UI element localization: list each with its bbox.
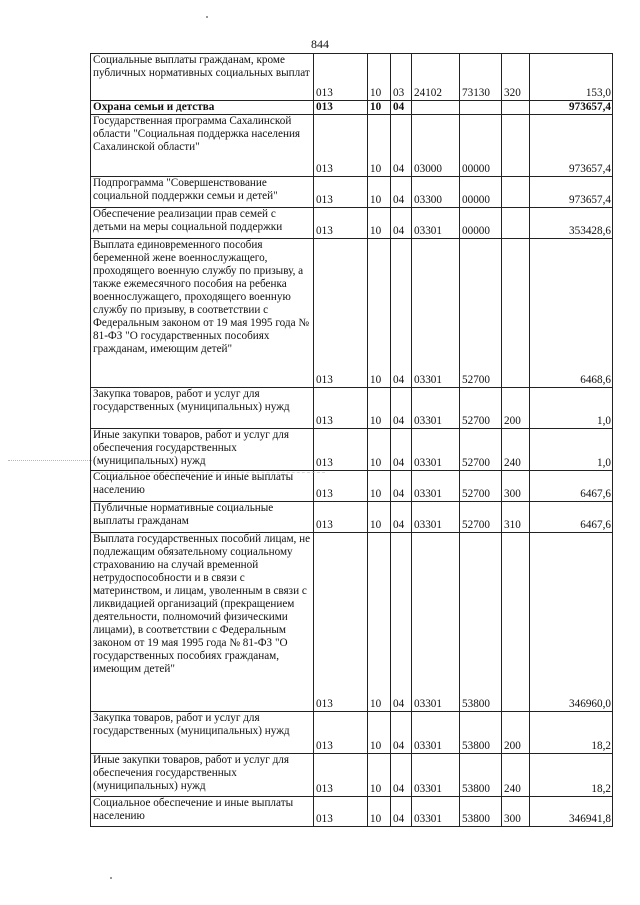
row-name: Закупка товаров, работ и услуг для государственных (муниципальных) нужд bbox=[91, 388, 314, 429]
row-amount: 973657,4 bbox=[530, 115, 613, 177]
row-subsection: 04 bbox=[391, 239, 412, 388]
row-subsection: 04 bbox=[391, 754, 412, 797]
row-target-article-2: 00000 bbox=[460, 177, 502, 208]
row-target-article-1: 03300 bbox=[412, 177, 460, 208]
row-subsection: 04 bbox=[391, 471, 412, 502]
row-amount: 6467,6 bbox=[530, 471, 613, 502]
table-body bbox=[91, 54, 613, 827]
row-subsection: 04 bbox=[391, 797, 412, 827]
row-section: 10 bbox=[368, 101, 391, 115]
row-expense-type: 240 bbox=[502, 754, 530, 797]
row-ved-code: 013 bbox=[314, 177, 368, 208]
row-ved-code: 013 bbox=[314, 101, 368, 115]
row-ved-code: 013 bbox=[314, 208, 368, 239]
row-section: 10 bbox=[368, 797, 391, 827]
row-name: Иные закупки товаров, работ и услуг для обеспечения государственных (муниципальных) нужд bbox=[91, 754, 314, 797]
row-subsection: 04 bbox=[391, 208, 412, 239]
row-expense-type: 320 bbox=[502, 54, 530, 101]
row-expense-type: 200 bbox=[502, 388, 530, 429]
table-row bbox=[91, 754, 613, 797]
row-subsection: 03 bbox=[391, 54, 412, 101]
scan-speck bbox=[206, 16, 208, 18]
table-row bbox=[91, 388, 613, 429]
row-target-article-1: 03301 bbox=[412, 471, 460, 502]
row-expense-type bbox=[502, 208, 530, 239]
row-name: Выплата единовременного пособия беременной жене военнослужащего, проходящего военную службу по призыву, а также ежемесячного пособия на ребенка военнослужащего, проходящего военную службу по призыву, в соответствии с Федеральным законом от 19 мая 1995 года № 81-ФЗ "О государственных пособиях гражданам, имеющим детей" bbox=[91, 239, 314, 388]
row-amount: 153,0 bbox=[530, 54, 613, 101]
row-expense-type: 300 bbox=[502, 471, 530, 502]
page-number: 844 bbox=[311, 37, 329, 51]
row-target-article-1 bbox=[412, 101, 460, 115]
row-expense-type: 310 bbox=[502, 502, 530, 533]
row-section: 10 bbox=[368, 239, 391, 388]
row-amount: 18,2 bbox=[530, 754, 613, 797]
row-target-article-2: 52700 bbox=[460, 471, 502, 502]
row-target-article-2: 53800 bbox=[460, 754, 502, 797]
row-target-article-1: 03301 bbox=[412, 502, 460, 533]
row-amount: 6467,6 bbox=[530, 502, 613, 533]
row-name: Выплата государственных пособий лицам, не подлежащим обязательному социальному страхованию на случай временной нетрудоспособности и в связи с материнством, и лицам, уволенным в связи с ликвидацией организаций (прекращением деятельности, полномочий физическими лицами), в соответствии с Федеральным законом от 19 мая 1995 года № 81-ФЗ "О государственных пособиях гражданам, имеющим детей" bbox=[91, 533, 314, 712]
table-row bbox=[91, 712, 613, 754]
row-section: 10 bbox=[368, 115, 391, 177]
row-section: 10 bbox=[368, 533, 391, 712]
row-ved-code: 013 bbox=[314, 712, 368, 754]
row-amount: 1,0 bbox=[530, 388, 613, 429]
row-name: Социальные выплаты гражданам, кроме публичных нормативных социальных выплат bbox=[91, 54, 314, 101]
row-ved-code: 013 bbox=[314, 533, 368, 712]
table-row bbox=[91, 502, 613, 533]
scan-speck bbox=[110, 877, 112, 879]
row-name: Государственная программа Сахалинской области "Социальная поддержка населения Сахалинской области" bbox=[91, 115, 314, 177]
table-row bbox=[91, 429, 613, 471]
scan-artifact bbox=[8, 460, 92, 463]
row-subsection: 04 bbox=[391, 177, 412, 208]
row-subsection: 04 bbox=[391, 712, 412, 754]
row-ved-code: 013 bbox=[314, 54, 368, 101]
row-amount: 973657,4 bbox=[530, 101, 613, 115]
row-expense-type bbox=[502, 239, 530, 388]
row-section: 10 bbox=[368, 754, 391, 797]
row-subsection: 04 bbox=[391, 115, 412, 177]
row-ved-code: 013 bbox=[314, 471, 368, 502]
row-ved-code: 013 bbox=[314, 502, 368, 533]
row-amount: 1,0 bbox=[530, 429, 613, 471]
row-name: Закупка товаров, работ и услуг для государственных (муниципальных) нужд bbox=[91, 712, 314, 754]
row-section: 10 bbox=[368, 429, 391, 471]
row-section: 10 bbox=[368, 177, 391, 208]
row-target-article-2: 53800 bbox=[460, 533, 502, 712]
row-subsection: 04 bbox=[391, 533, 412, 712]
row-target-article-1: 03301 bbox=[412, 797, 460, 827]
row-ved-code: 013 bbox=[314, 754, 368, 797]
row-name: Публичные нормативные социальные выплаты гражданам bbox=[91, 502, 314, 533]
row-target-article-2: 53800 bbox=[460, 797, 502, 827]
table-row bbox=[91, 101, 613, 115]
row-section: 10 bbox=[368, 712, 391, 754]
row-expense-type bbox=[502, 177, 530, 208]
table-row bbox=[91, 208, 613, 239]
row-amount: 346941,8 bbox=[530, 797, 613, 827]
row-target-article-2: 00000 bbox=[460, 115, 502, 177]
row-target-article-1: 03301 bbox=[412, 388, 460, 429]
row-subsection: 04 bbox=[391, 502, 412, 533]
row-amount: 353428,6 bbox=[530, 208, 613, 239]
row-name: Обеспечение реализации прав семей с детьми на меры социальной поддержки bbox=[91, 208, 314, 239]
row-target-article-2 bbox=[460, 101, 502, 115]
row-target-article-2: 52700 bbox=[460, 429, 502, 471]
row-target-article-1: 03301 bbox=[412, 754, 460, 797]
table-row bbox=[91, 115, 613, 177]
row-expense-type bbox=[502, 101, 530, 115]
row-ved-code: 013 bbox=[314, 429, 368, 471]
table-row bbox=[91, 533, 613, 712]
row-target-article-2: 00000 bbox=[460, 208, 502, 239]
row-expense-type: 300 bbox=[502, 797, 530, 827]
row-name: Подпрограмма "Совершенствование социальной поддержки семьи и детей" bbox=[91, 177, 314, 208]
row-target-article-2: 53800 bbox=[460, 712, 502, 754]
row-amount: 346960,0 bbox=[530, 533, 613, 712]
row-section: 10 bbox=[368, 471, 391, 502]
row-ved-code: 013 bbox=[314, 239, 368, 388]
row-amount: 973657,4 bbox=[530, 177, 613, 208]
row-name: Охрана семьи и детства bbox=[91, 101, 314, 115]
table-row bbox=[91, 177, 613, 208]
row-subsection: 04 bbox=[391, 101, 412, 115]
row-ved-code: 013 bbox=[314, 797, 368, 827]
table-row bbox=[91, 239, 613, 388]
budget-table bbox=[90, 53, 613, 827]
row-name: Социальное обеспечение и иные выплаты населению bbox=[91, 797, 314, 827]
row-target-article-1: 03000 bbox=[412, 115, 460, 177]
row-target-article-2: 52700 bbox=[460, 502, 502, 533]
row-target-article-1: 03301 bbox=[412, 208, 460, 239]
row-name: Социальное обеспечение и иные выплаты населению bbox=[91, 471, 314, 502]
row-target-article-2: 52700 bbox=[460, 388, 502, 429]
row-expense-type bbox=[502, 115, 530, 177]
row-expense-type bbox=[502, 533, 530, 712]
table-row bbox=[91, 797, 613, 827]
row-subsection: 04 bbox=[391, 388, 412, 429]
row-section: 10 bbox=[368, 208, 391, 239]
row-target-article-1: 03301 bbox=[412, 429, 460, 471]
row-ved-code: 013 bbox=[314, 388, 368, 429]
table-row bbox=[91, 54, 613, 101]
row-expense-type: 240 bbox=[502, 429, 530, 471]
row-amount: 18,2 bbox=[530, 712, 613, 754]
row-name: Иные закупки товаров, работ и услуг для обеспечения государственных (муниципальных) нужд bbox=[91, 429, 314, 471]
row-amount: 6468,6 bbox=[530, 239, 613, 388]
row-target-article-1: 03301 bbox=[412, 712, 460, 754]
row-section: 10 bbox=[368, 54, 391, 101]
scan-artifact bbox=[100, 472, 325, 474]
row-target-article-1: 03301 bbox=[412, 533, 460, 712]
row-target-article-2: 73130 bbox=[460, 54, 502, 101]
row-target-article-1: 03301 bbox=[412, 239, 460, 388]
row-section: 10 bbox=[368, 388, 391, 429]
row-ved-code: 013 bbox=[314, 115, 368, 177]
table-row bbox=[91, 471, 613, 502]
row-subsection: 04 bbox=[391, 429, 412, 471]
row-section: 10 bbox=[368, 502, 391, 533]
row-target-article-2: 52700 bbox=[460, 239, 502, 388]
row-expense-type: 200 bbox=[502, 712, 530, 754]
row-target-article-1: 24102 bbox=[412, 54, 460, 101]
